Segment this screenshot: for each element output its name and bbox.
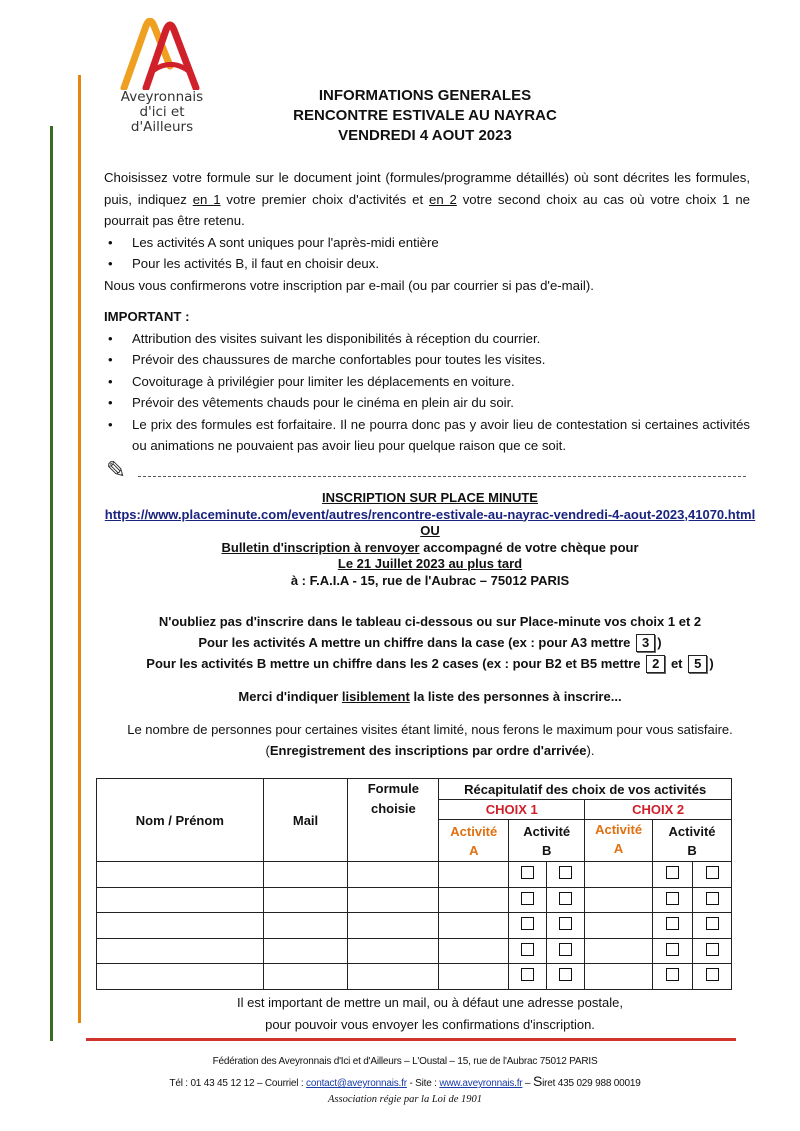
- instructions-block: [90, 611, 770, 761]
- logo-a-mark: [120, 18, 204, 90]
- cell-c2-b2[interactable]: [693, 887, 732, 913]
- cell-nom[interactable]: [97, 862, 264, 888]
- intro-en2: en 2: [429, 191, 457, 207]
- orange-margin-bar: [78, 75, 81, 1023]
- header-choix2: CHOIX 2: [585, 800, 732, 820]
- table-row: [97, 887, 732, 913]
- header-c2-activite-a: Activité A: [585, 820, 653, 862]
- checkbox[interactable]: [706, 917, 719, 930]
- checkbox[interactable]: [521, 917, 534, 930]
- important-bullet: • Covoiturage à privilégier pour limiter les déplacements en voiture.: [104, 371, 750, 393]
- merci-line: Merci d'indiquer lisiblement la liste des personnes à inscrire...: [238, 689, 622, 704]
- cell-nom[interactable]: [97, 913, 264, 939]
- cell-c1-b1[interactable]: [509, 887, 547, 913]
- important-bullet: • Le prix des formules est forfaitaire. Il ne pourra donc pas y avoir lieu de contestation si certaines activités ou animations ne pouvaient pas avoir lieu pour quelque raison que ce soit.: [104, 414, 750, 457]
- after-table-line2: pour pouvoir vous envoyer les confirmations d'inscription.: [265, 1017, 595, 1032]
- cell-c1-a[interactable]: [439, 938, 509, 964]
- page-title: [240, 86, 610, 146]
- limit-text: Le nombre de personnes pour certaines visites étant limité, nous ferons le maximum pour vous satisfaire.: [127, 722, 733, 737]
- checkbox[interactable]: [706, 968, 719, 981]
- cell-c1-b2[interactable]: [547, 964, 585, 990]
- header-nom: Nom / Prénom: [97, 779, 264, 862]
- cell-mail[interactable]: [263, 964, 348, 990]
- green-margin-bar: [50, 126, 53, 1041]
- cell-c2-b2[interactable]: [693, 938, 732, 964]
- footer-email-link[interactable]: contact@aveyronnais.fr: [306, 1078, 407, 1089]
- example-box-3: 3: [636, 634, 655, 652]
- important-title: IMPORTANT :: [104, 309, 190, 324]
- cell-c2-b2[interactable]: [693, 913, 732, 939]
- checkbox[interactable]: [666, 917, 679, 930]
- logo: [112, 18, 212, 135]
- cell-c2-a[interactable]: [585, 913, 653, 939]
- checkbox[interactable]: [706, 866, 719, 879]
- cell-c1-a[interactable]: [439, 862, 509, 888]
- pencil-icon: ✎: [106, 457, 127, 484]
- footer-association: Association régie par la Loi de 1901: [328, 1094, 482, 1105]
- cell-c1-a[interactable]: [439, 964, 509, 990]
- checkbox[interactable]: [666, 943, 679, 956]
- checkbox[interactable]: [666, 968, 679, 981]
- table-row: [97, 964, 732, 990]
- cell-c2-b1[interactable]: [653, 913, 693, 939]
- bulletin-link-text: Bulletin d'inscription à renvoyer: [221, 539, 420, 555]
- title-line3: VENDREDI 4 AOUT 2023: [338, 127, 512, 144]
- instruction-line2: Pour les activités A mettre un chiffre dans la case (ex : pour A3 mettre 3 ): [198, 635, 662, 650]
- after-table-line1: Il est important de mettre un mail, ou à défaut une adresse postale,: [237, 995, 623, 1010]
- checkbox[interactable]: [706, 943, 719, 956]
- cell-c2-b1[interactable]: [653, 964, 693, 990]
- checkbox[interactable]: [521, 892, 534, 905]
- header-recap: Récapitulatif des choix de vos activités: [439, 779, 732, 800]
- intro-paragraph: [104, 167, 750, 232]
- after-table-note: [90, 992, 770, 1036]
- cell-c1-b1[interactable]: [509, 964, 547, 990]
- checkbox[interactable]: [559, 943, 572, 956]
- checkbox[interactable]: [521, 943, 534, 956]
- important-bullet: • Attribution des visites suivant les disponibilités à réception du courrier.: [104, 328, 750, 350]
- title-line2: RENCONTRE ESTIVALE AU NAYRAC: [293, 107, 557, 124]
- placeminute-link[interactable]: https://www.placeminute.com/event/autres/rencontre-estivale-au-nayrac-vendredi-4-aout-2023,41070.html: [104, 506, 756, 522]
- cell-c2-a[interactable]: [585, 887, 653, 913]
- cell-c1-b2[interactable]: [547, 913, 585, 939]
- checkbox[interactable]: [666, 866, 679, 879]
- important-bullet: • Prévoir des vêtements chauds pour le cinéma en plein air du soir.: [104, 392, 750, 414]
- intro-bullets: [104, 232, 750, 275]
- cell-c2-a[interactable]: [585, 964, 653, 990]
- header-choix1: CHOIX 1: [439, 800, 585, 820]
- cell-c2-b1[interactable]: [653, 938, 693, 964]
- example-box-2: 2: [646, 655, 665, 673]
- checkbox[interactable]: [521, 866, 534, 879]
- checkbox[interactable]: [559, 917, 572, 930]
- inscription-heading: INSCRIPTION SUR PLACE MINUTE: [322, 490, 538, 505]
- intro-bullet: • Les activités A sont uniques pour l'après-midi entière: [104, 232, 750, 254]
- address-text: à : F.A.I.A - 15, rue de l'Aubrac – 75012 PARIS: [290, 572, 570, 588]
- header-mail: Mail: [263, 779, 348, 862]
- cell-c1-a[interactable]: [439, 913, 509, 939]
- checkbox[interactable]: [521, 968, 534, 981]
- confirm-text: Nous vous confirmerons votre inscription par e-mail (ou par courrier si pas d'e-mail).: [104, 277, 594, 293]
- registration-table: [96, 778, 732, 990]
- intro-text-a: Choisissez votre formule sur le document joint (formules/programme détaillés) où sont décrites les formules, puis, indiquez: [104, 170, 750, 207]
- cell-c2-b1[interactable]: [653, 887, 693, 913]
- checkbox[interactable]: [559, 892, 572, 905]
- deadline-text: Le 21 Juillet 2023 au plus tard: [337, 556, 523, 571]
- header-c2-activite-b: Activité B: [653, 820, 732, 862]
- cell-mail[interactable]: [263, 862, 348, 888]
- logo-line1: Aveyronnais: [120, 89, 204, 105]
- example-box-5: 5: [688, 655, 707, 673]
- cell-formule[interactable]: [348, 887, 439, 913]
- checkbox[interactable]: [706, 892, 719, 905]
- cell-mail[interactable]: [263, 913, 348, 939]
- cell-formule[interactable]: [348, 913, 439, 939]
- footer-contact: Tél : 01 43 45 12 12 – Courriel : contact@aveyronnais.fr - Site : www.aveyronnais.fr – Siret 435 029 988 00019: [169, 1073, 641, 1089]
- intro-en1: en 1: [192, 191, 221, 207]
- cell-c1-b1[interactable]: [509, 938, 547, 964]
- cell-formule[interactable]: [348, 938, 439, 964]
- cell-c1-a[interactable]: [439, 887, 509, 913]
- cell-formule[interactable]: [348, 862, 439, 888]
- cell-nom[interactable]: [97, 887, 264, 913]
- cell-c1-b1[interactable]: [509, 913, 547, 939]
- important-bullet: • Prévoir des chaussures de marche confortables pour toutes les visites.: [104, 349, 750, 371]
- cell-c2-b2[interactable]: [693, 862, 732, 888]
- cell-c2-b1[interactable]: [653, 862, 693, 888]
- checkbox[interactable]: [666, 892, 679, 905]
- ou-text: OU: [420, 523, 440, 538]
- cell-c1-b2[interactable]: [547, 938, 585, 964]
- cut-line-divider: [138, 476, 746, 477]
- intro-bullet: • Pour les activités B, il faut en choisir deux.: [104, 253, 750, 275]
- header-c1-activite-a: Activité A: [439, 820, 509, 862]
- logo-text: [112, 90, 212, 135]
- cell-c1-b2[interactable]: [547, 862, 585, 888]
- cell-nom[interactable]: [97, 938, 264, 964]
- cell-c1-b2[interactable]: [547, 887, 585, 913]
- important-bullets: [104, 328, 750, 457]
- logo-line2: d'ici et d'Ailleurs: [130, 104, 194, 135]
- intro-section: [104, 167, 750, 457]
- table-row: [97, 938, 732, 964]
- cell-formule[interactable]: [348, 964, 439, 990]
- cell-c2-b2[interactable]: [693, 964, 732, 990]
- header-formule: Formule choisie: [348, 779, 439, 862]
- order-line: (Enregistrement des inscriptions par ordre d'arrivée).: [265, 743, 595, 758]
- header-c1-activite-b: Activité B: [509, 820, 585, 862]
- table-row: [97, 913, 732, 939]
- cell-c1-b1[interactable]: [509, 862, 547, 888]
- footer-address: Fédération des Aveyronnais d'Ici et d'Ailleurs – L'Oustal – 15, rue de l'Aubrac 75012 PARIS: [212, 1056, 598, 1067]
- cell-c2-a[interactable]: [585, 862, 653, 888]
- bulletin-rest: accompagné de votre chèque pour: [419, 539, 639, 555]
- cell-nom[interactable]: [97, 964, 264, 990]
- intro-text-c: votre second choix au cas où votre choix 1 ne pourrait pas être retenu.: [104, 191, 751, 228]
- footer-divider: [86, 1038, 736, 1041]
- footer-site-link[interactable]: www.aveyronnais.fr: [439, 1078, 523, 1089]
- inscription-block: [90, 490, 770, 589]
- intro-text-b: votre premier choix d'activités et: [220, 191, 429, 207]
- cell-c2-a[interactable]: [585, 938, 653, 964]
- instruction-line1: N'oubliez pas d'inscrire dans le tableau ci-dessous ou sur Place-minute vos choix 1 et 2: [158, 614, 702, 629]
- checkbox[interactable]: [559, 968, 572, 981]
- cell-mail[interactable]: [263, 938, 348, 964]
- table-row: [97, 862, 732, 888]
- instruction-line3: Pour les activités B mettre un chiffre dans les 2 cases (ex : pour B2 et B5 mettre 2 et 5 ): [146, 656, 714, 671]
- checkbox[interactable]: [559, 866, 572, 879]
- title-line1: INFORMATIONS GENERALES: [318, 87, 532, 104]
- cell-mail[interactable]: [263, 887, 348, 913]
